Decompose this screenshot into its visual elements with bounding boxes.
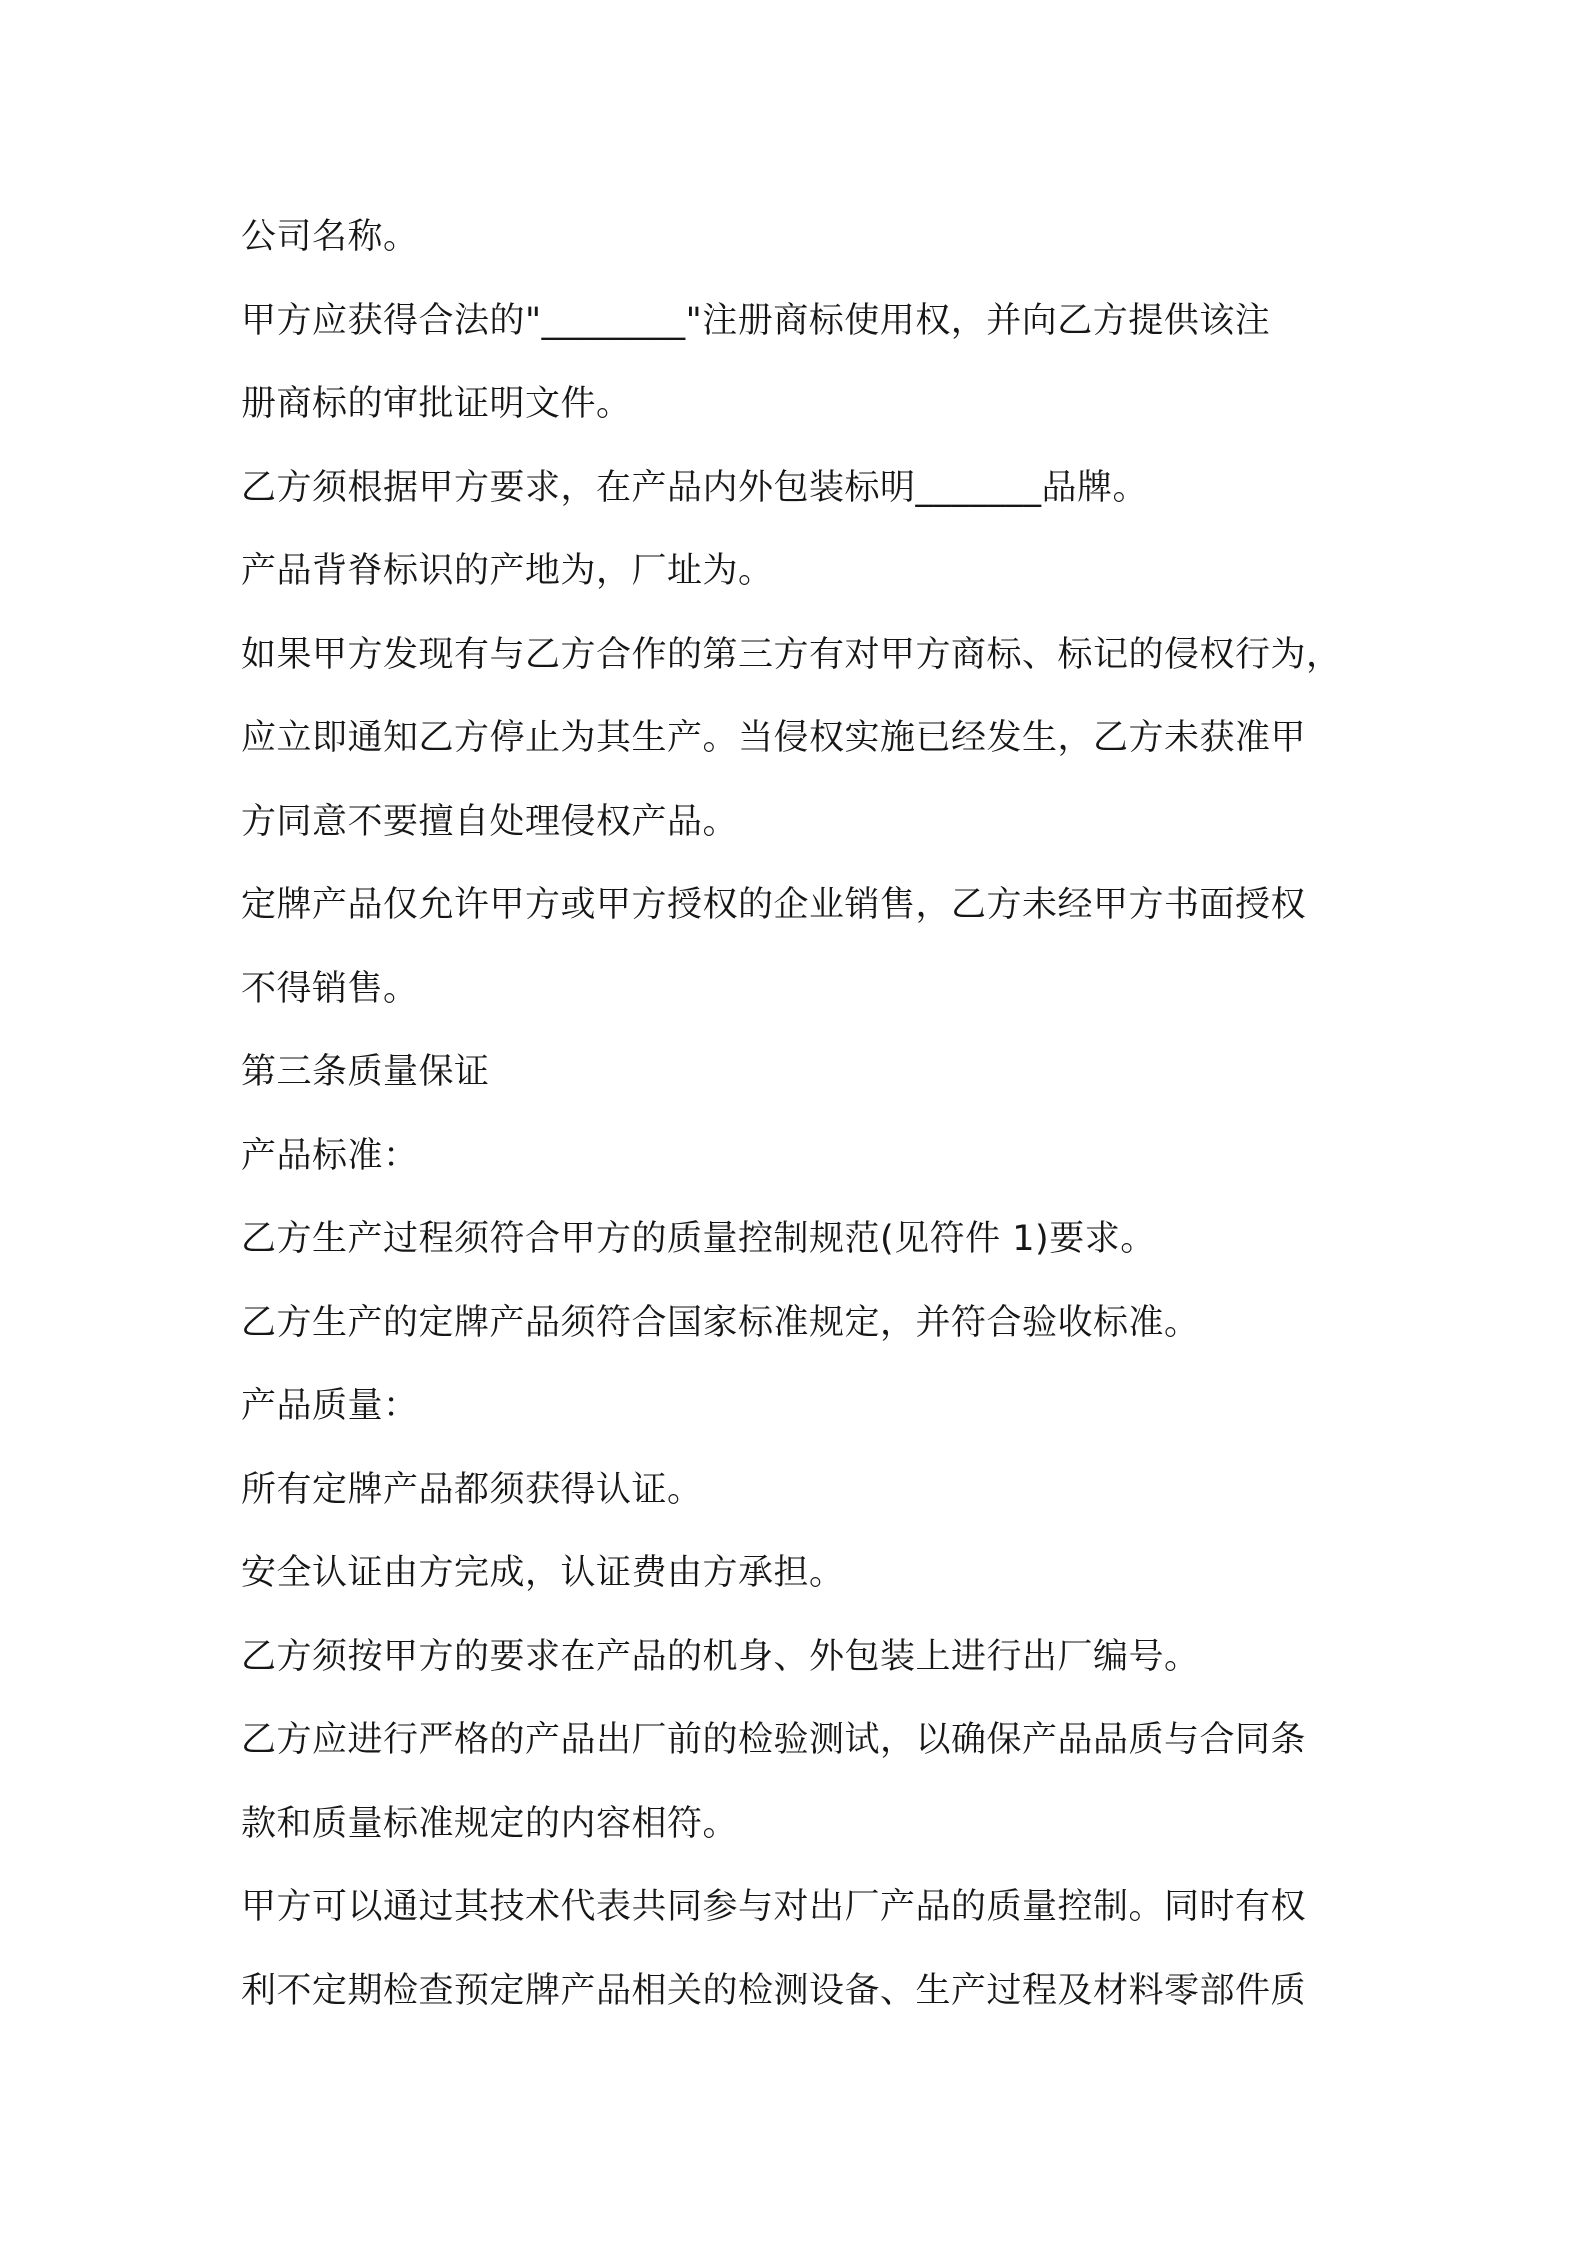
text-line: 产品质量： xyxy=(241,1386,419,1426)
text-line: 公司名称。 xyxy=(241,217,419,257)
section-heading: 第三条质量保证 xyxy=(241,1052,490,1092)
text-line: 方同意不要擅自处理侵权产品。 xyxy=(241,801,739,842)
text-line: 利不定期检查预定牌产品相关的检测设备、生产过程及材料零部件质 xyxy=(241,1970,1307,2011)
text-line: 定牌产品仅允许甲方或甲方授权的企业销售，乙方未经甲方书面授权 xyxy=(241,885,1307,925)
text-line: 产品标准： xyxy=(241,1135,419,1176)
text-line: 乙方生产的定牌产品须符合国家标准规定，并符合验收标准。 xyxy=(241,1302,1200,1343)
text-line: 安全认证由方完成，认证费由方承担。 xyxy=(241,1553,845,1593)
text-line: 不得销售。 xyxy=(241,968,419,1009)
text-line: 乙方应进行严格的产品出厂前的检验测试，以确保产品品质与合同条 xyxy=(241,1720,1307,1760)
text-line: 甲方可以通过其技术代表共同参与对出厂产品的质量控制。同时有权 xyxy=(241,1887,1307,1927)
text-line: 乙方须按甲方的要求在产品的机身、外包装上进行出厂编号。 xyxy=(241,1636,1200,1677)
text-line: 甲方应获得合法的"________"注册商标使用权，并向乙方提供该注 xyxy=(241,300,1271,341)
text-line: 应立即通知乙方停止为其生产。当侵权实施已经发生，乙方未获准甲 xyxy=(241,718,1307,758)
text-line: 款和质量标准规定的内容相符。 xyxy=(241,1803,739,1844)
text-line: 册商标的审批证明文件。 xyxy=(241,384,632,424)
text-line: 产品背脊标识的产地为，厂址为。 xyxy=(241,551,774,591)
text-line: 所有定牌产品都须获得认证。 xyxy=(241,1469,703,1510)
text-line: 如果甲方发现有与乙方合作的第三方有对甲方商标、标记的侵权行为， xyxy=(241,634,1342,675)
text-line: 乙方须根据甲方要求，在产品内外包装标明_______品牌。 xyxy=(241,467,1149,508)
text-line: 乙方生产过程须符合甲方的质量控制规范(见符件 1)要求。 xyxy=(241,1219,1156,1259)
document-body xyxy=(241,196,1381,2033)
